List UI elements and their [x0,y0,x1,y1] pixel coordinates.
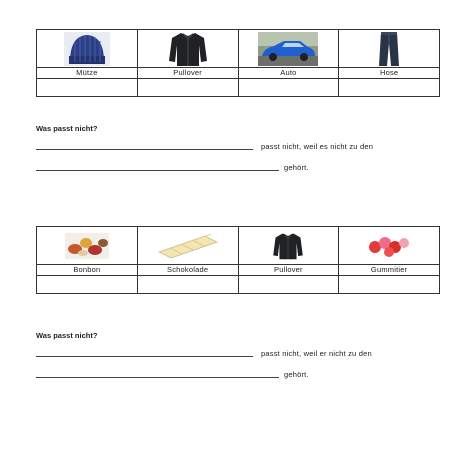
label-pullover: Pullover [137,68,238,79]
answer-line-1b[interactable] [36,170,279,171]
answer-cell-1[interactable] [37,79,138,97]
cell-candy [37,227,138,265]
cell-hat [37,30,138,68]
label-candy: Bonbon [37,265,138,276]
sentence-part-2b: gehört. [284,370,309,379]
jeans-image [378,31,400,67]
black-jacket-image [271,232,305,260]
blue-car-image [258,32,318,66]
label-hat: Mütze [37,68,138,79]
cell-trousers [339,30,440,68]
items-table-2 [36,226,440,294]
items-table-1 [36,29,440,97]
white-chocolate-bar-image [157,234,219,258]
answer-cell-8[interactable] [339,276,440,294]
answer-line-2a[interactable] [36,356,253,357]
label-gummy: Gummitier [339,265,440,276]
label-pullover-2: Pullover [238,265,339,276]
answer-cell-4[interactable] [339,79,440,97]
sentence-part-1b: gehört. [284,163,309,172]
label-car: Auto [238,68,339,79]
answer-cell-7[interactable] [238,276,339,294]
answer-cell-5[interactable] [37,276,138,294]
gummy-bears-image [367,233,411,259]
question-heading-2: Was passt nicht? [36,331,98,340]
answer-line-2b[interactable] [36,377,279,378]
cell-pullover [137,30,238,68]
answer-line-1a[interactable] [36,149,253,150]
answer-cell-3[interactable] [238,79,339,97]
cell-car [238,30,339,68]
cell-chocolate [137,227,238,265]
sentence-part-2a: passt nicht, weil er nicht zu den [261,349,372,358]
sentence-part-1a: passt nicht, weil es nicht zu den [261,142,374,151]
candies-image [65,233,109,259]
knit-hat-image [64,32,110,66]
label-chocolate: Schokolade [137,265,238,276]
answer-cell-2[interactable] [137,79,238,97]
black-jacket-image [168,31,208,67]
question-heading-1: Was passt nicht? [36,124,98,133]
answer-cell-6[interactable] [137,276,238,294]
cell-gummy [339,227,440,265]
cell-pullover-2 [238,227,339,265]
label-trousers: Hose [339,68,440,79]
